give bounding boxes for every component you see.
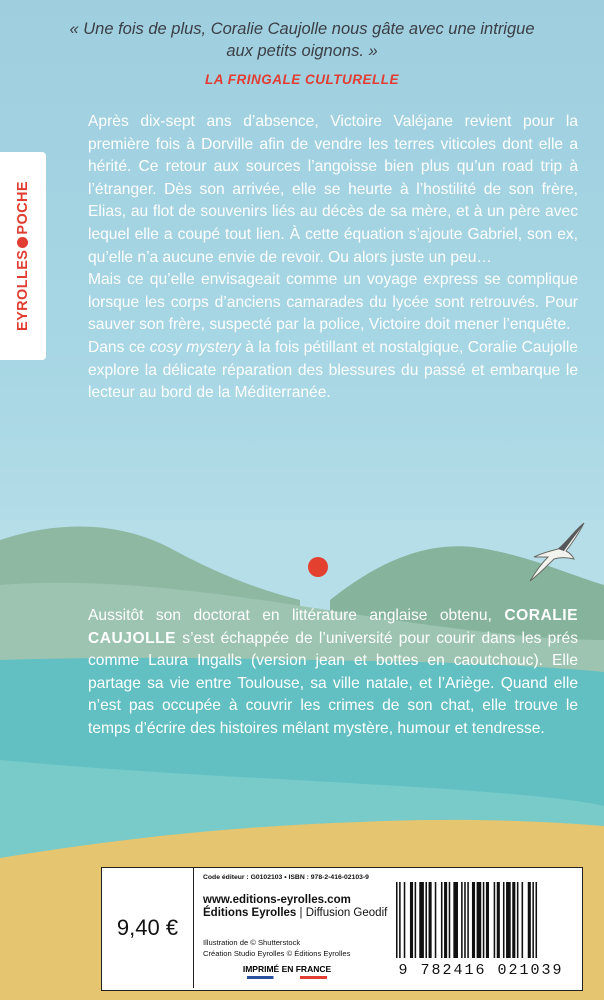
credit-creation: Création Studio Eyrolles © Éditions Eyrolles xyxy=(203,949,351,958)
price: 9,40 € xyxy=(102,868,194,988)
credits xyxy=(203,937,383,959)
credit-illustration: Illustration de © Shutterstock xyxy=(203,938,301,947)
synopsis xyxy=(88,111,578,405)
synopsis-p3-end: à la fois pétillant et nostalgique, Coralie Caujolle explore la délicate réparation des blessures du passé et embarque le lecteur au bord de la Méditerranée. xyxy=(88,338,578,402)
french-flag-icon xyxy=(247,976,327,979)
bullet-dot-icon xyxy=(17,237,28,248)
publisher-line: Éditions Eyrolles | Diffusion Geodif xyxy=(203,907,388,919)
press-quote: « Une fois de plus, Coralie Caujolle nous gâte avec une intrigue aux petits oignons. » xyxy=(69,20,535,60)
info-box xyxy=(101,867,583,991)
author-name: CORALIE CAUJOLLE xyxy=(88,607,578,647)
sun xyxy=(308,557,328,577)
publisher-website: www.editions-eyrolles.com xyxy=(203,894,351,906)
printed-in-france xyxy=(222,964,352,979)
collection-label xyxy=(15,181,31,331)
barcode-digits: 9 782416 021039 xyxy=(398,962,564,979)
collection-brand-right: POCHE xyxy=(15,181,31,235)
collection-brand-left: EYROLLES xyxy=(15,249,31,331)
synopsis-paragraph-3 xyxy=(88,337,578,405)
bio-lead: Aussitôt son doctorat en littérature anglaise obtenu, xyxy=(88,607,505,624)
synopsis-paragraph-2: Mais ce qu’elle envisageait comme un voyage express se complique lorsque les corps d’anciens camarades du lycée sont retrouvés. Pour sauver son frère, suspecté par la police, Victoire doit mener l’enquête. xyxy=(88,271,578,334)
synopsis-genre: cosy mystery xyxy=(149,338,241,356)
barcode xyxy=(392,880,570,980)
barcode-bars xyxy=(392,880,570,960)
printed-label: IMPRIMÉ EN FRANCE xyxy=(242,964,332,974)
synopsis-paragraph-1: Après dix-sept ans d’absence, Victoire Valéjane revient pour la première fois à Dorville afin de vendre les terres viticoles dont elle a hérité. Ce retour aux sources l’angoisse bien plus qu’un road trip à l’étranger. Dès son arrivée, elle se heurte à l’hostilité de son frère, Elias, au flot de souvenirs liés au décès de sa mère, et à un père avec lequel elle a coupé tout lien. À cette équation s’ajoute Gabriel, son ex, qu’elle n’a aucune envie de revoir. Ou alors juste un peu… xyxy=(88,113,578,266)
publisher-name: Éditions Eyrolles xyxy=(203,907,297,919)
author-bio-paragraph xyxy=(88,605,578,741)
author-bio xyxy=(88,605,578,741)
press-quote-source: LA FRINGALE CULTURELLE xyxy=(205,72,399,87)
synopsis-p3-start: Dans ce xyxy=(88,338,150,356)
publisher-info xyxy=(203,874,388,959)
bio-rest: s’est échappée de l’université pour courir dans les prés comme Laura Ingalls (version jean et bottes en caoutchouc). Elle partage sa vie entre Toulouse, sa ville natale, et l’Ariège. Quand elle n’est pas occupée à couvrir les crimes de son chat, elle trouve le temps d’écrire des histoires mêlant mystère, humour et tendresse. xyxy=(88,629,578,737)
distributor-name: Diffusion Geodif xyxy=(305,907,388,919)
publisher-codes: Code éditeur : G0102103 • ISBN : 978-2-416-02103-9 xyxy=(203,874,369,881)
collection-tab xyxy=(0,152,46,360)
